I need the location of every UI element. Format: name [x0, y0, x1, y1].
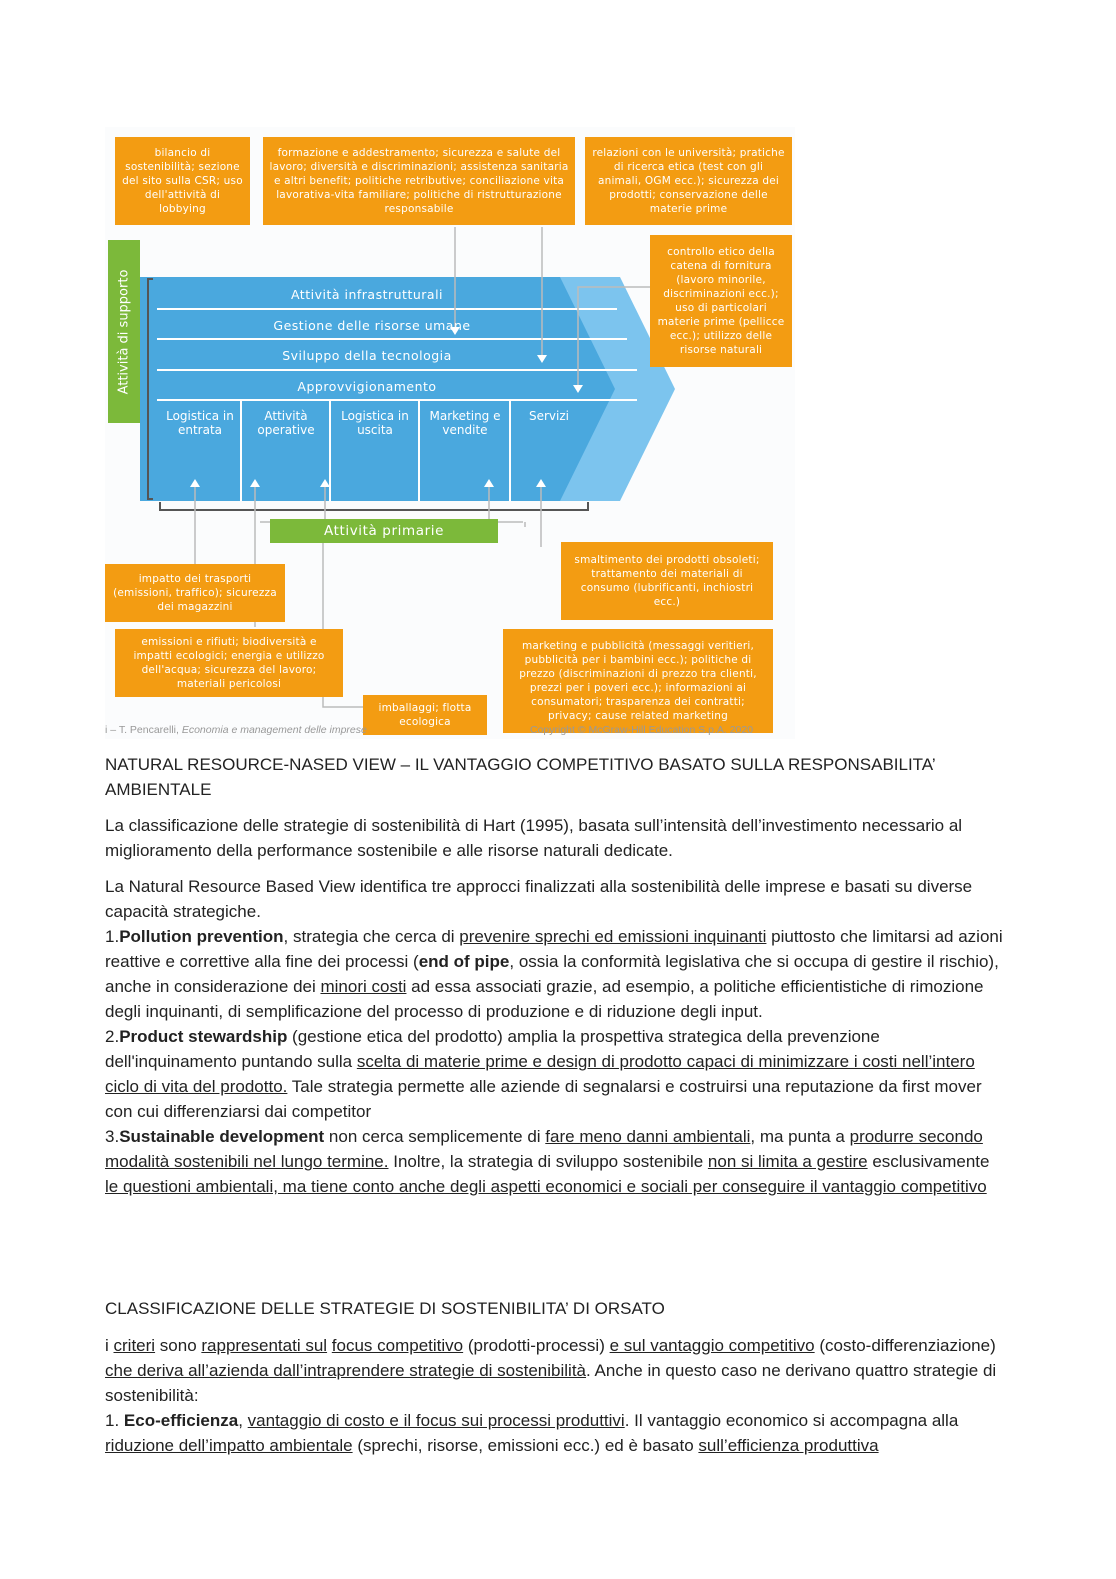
- paragraph: i criteri sono rappresentati sul focus competitivo (prodotti-processi) e sul vantaggio competitivo (costo-differenziazione) che deriva all’azienda dall’intraprendere strategie di sostenibilità. Anche in questo caso ne derivano quattro strategie di sostenibilità: 1. Eco-efficienza, vantaggio di costo e il focus sui processi produttivi. Il vantaggio economico si accompagna alla riduzione dell’impatto ambientale (sprechi, risorse, emissioni ecc.) ed è basato sull’efficienza produttiva: [105, 1336, 997, 1455]
- callout-box: bilancio di sostenibilità; sezione del sito sulla CSR; uso dell'attività di lobbying: [115, 137, 250, 225]
- support-row: Approvvigionamento: [297, 378, 437, 394]
- callout-box: impatto dei trasporti (emissioni, traffico); sicurezza dei magazzini: [105, 564, 285, 622]
- primary-column: Attività operative: [257, 409, 315, 437]
- section-heading: CLASSIFICAZIONE DELLE STRATEGIE DI SOSTENIBILITA’ DI ORSATO: [105, 1299, 665, 1318]
- callout-box: marketing e pubblicità (messaggi veritieri, pubblicità per i bambini ecc.); politiche di prezzo (discriminazioni di prezzo tra clienti, prezzi per i poveri ecc.); informazioni ai consumatori; trasparenza dei contratti; privacy; cause related marketing: [503, 629, 773, 733]
- support-activities-label: Attività di supporto: [108, 240, 140, 423]
- figure-copyright: Copyright © McGraw-Hill Education S.p.A. 2020: [530, 724, 754, 736]
- paragraph: La Natural Resource Based View identifica tre approcci finalizzati alla sostenibilità delle imprese e basati su diverse capacità strategiche. 1.Pollution prevention, strategia che cerca di prevenire sprechi ed emissioni inquinanti piuttosto che limitarsi ad azioni reattive e correttive alla fine dei processi (end of pipe, ossia la conformità legislativa che si occupa di gestire il rischio), anche in considerazione dei minori costi ad essa associati grazie, ad esempio, a politiche efficientistiche di rimozione degli inquinanti, di semplificazione del processo di produzione e di riduzione degli input. 2.Product stewardship (gestione etica del prodotto) amplia la prospettiva strategica della prevenzione dell'inquinamento puntando sulla scelta di materie prime e design di prodotto capaci di minimizzare i costi nell’intero ciclo di vita del prodotto. Tale strategia permette alle aziende di segnalarsi e costruirsi una reputazione da first mover con cui differenziarsi dai competitor 3.Sustainable development non cerca semplicemente di fare meno danni ambientali, ma punta a produrre secondo modalità sostenibili nel lungo termine. Inoltre, la strategia di sviluppo sostenibile non si limita a gestire esclusivamente le questioni ambientali, ma tiene conto anche degli aspetti economici e sociali per conseguire il vantaggio competitivo: [105, 877, 1003, 1196]
- callout-box: relazioni con le università; pratiche di ricerca etica (test con gli animali, OGM ecc.); sicurezza dei prodotti; conservazione delle materie prime: [585, 137, 792, 225]
- primary-column: Logistica in uscita: [341, 409, 409, 437]
- primary-column: Marketing e vendite: [429, 409, 501, 437]
- callout-box: smaltimento dei prodotti obsoleti; trattamento dei materiali di consumo (lubrificanti, inchiostri ecc.): [561, 542, 773, 620]
- figure-caption: i – T. Pencarelli, Economia e management delle imprese: [105, 724, 367, 736]
- support-row: Sviluppo della tecnologia: [282, 347, 452, 363]
- support-row: Gestione delle risorse umane: [273, 317, 471, 333]
- paragraph: La classificazione delle strategie di sostenibilità di Hart (1995), basata sull’intensità dell’investimento necessario al miglioramento della performance sostenibile e alle risorse naturali dedicate.: [105, 816, 963, 860]
- primary-column: Servizi: [528, 409, 569, 423]
- callout-box: controllo etico della catena di fornitura (lavoro minorile, discriminazioni ecc.); uso di particolari materie prime (pellicce ecc.); utilizzo delle risorse naturali: [650, 235, 792, 367]
- support-row: Attività infrastrutturali: [290, 286, 444, 302]
- value-chain-figure: [105, 127, 795, 739]
- callout-box: imballaggi; flotta ecologica: [363, 695, 487, 735]
- callout-box: formazione e addestramento; sicurezza e salute del lavoro; diversità e discriminazioni; assistenza sanitaria e altri benefit; politiche retributive; conciliazione vita lavorativa-vita familiare; politiche di ristrutturazione responsabile: [263, 137, 575, 225]
- primary-activities-label: Attività primarie: [270, 519, 498, 543]
- primary-column: Logistica in entrata: [166, 409, 234, 437]
- callout-box: emissioni e rifiuti; biodiversità e impatti ecologici; energia e utilizzo dell'acqua; sicurezza del lavoro; materiali pericolosi: [115, 629, 343, 697]
- section-heading: NATURAL RESOURCE-NASED VIEW – IL VANTAGGIO COMPETITIVO BASATO SULLA RESPONSABILITA’ AMBIENTALE: [105, 755, 936, 799]
